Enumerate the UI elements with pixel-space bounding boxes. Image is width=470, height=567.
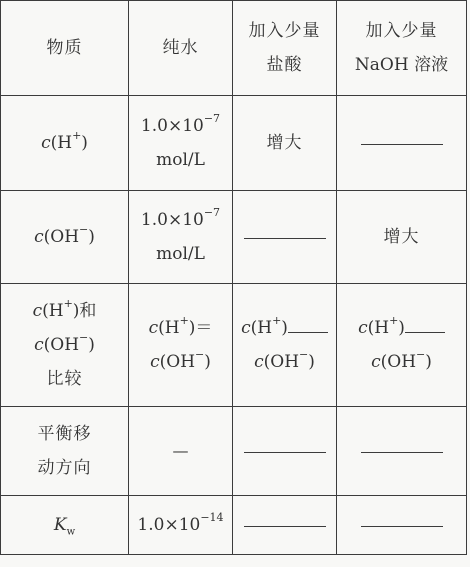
header-add-naoh: 加入少量 NaOH 溶液 — [337, 1, 467, 96]
water-compare: c(H+)＝ c(OH−) — [129, 284, 233, 407]
hcl-kw-blank[interactable] — [233, 496, 337, 555]
hcl-compare: c(H+) c(OH−) — [233, 284, 337, 407]
answer-blank[interactable] — [244, 451, 326, 453]
answer-blank[interactable] — [244, 237, 326, 239]
water-h-concentration: $1.0\times 10^{-7}$ mol/L — [129, 96, 233, 191]
hcl-equilibrium-blank[interactable] — [233, 407, 337, 496]
hcl-oh-concentration-blank[interactable] — [233, 191, 337, 284]
naoh-oh-concentration: 增大 — [337, 191, 467, 284]
row-oh-concentration — [1, 191, 467, 284]
hcl-h-concentration: 增大 — [233, 96, 337, 191]
label-kw: $K_w$ — [1, 496, 129, 555]
header-pure-water: 纯水 — [129, 1, 233, 96]
label-compare: c(H+)和 c(OH−) 比较 — [1, 284, 129, 407]
header-row — [1, 1, 467, 96]
header-add-hcl: 加入少量 盐酸 — [233, 1, 337, 96]
water-kw: $1.0\times 10^{-14}$ — [129, 496, 233, 555]
row-h-concentration — [1, 96, 467, 191]
naoh-equilibrium-blank[interactable] — [337, 407, 467, 496]
naoh-kw-blank[interactable] — [337, 496, 467, 555]
water-oh-concentration: $1.0\times 10^{-7}$ mol/L — [129, 191, 233, 284]
water-equilibrium: — — [129, 407, 233, 496]
row-equilibrium — [1, 407, 467, 496]
label-h-concentration: c(H+) — [1, 96, 129, 191]
naoh-compare: c(H+) c(OH−) — [337, 284, 467, 407]
answer-blank[interactable] — [288, 331, 328, 333]
answer-blank[interactable] — [361, 525, 443, 527]
label-oh-concentration: c(OH−) — [1, 191, 129, 284]
answer-blank[interactable] — [361, 451, 443, 453]
label-equilibrium: 平衡移 动方向 — [1, 407, 129, 496]
answer-blank[interactable] — [244, 525, 326, 527]
answer-blank[interactable] — [361, 143, 443, 145]
row-kw — [1, 496, 467, 555]
answer-blank[interactable] — [405, 331, 445, 333]
header-substance: 物质 — [1, 1, 129, 96]
naoh-h-concentration-blank[interactable] — [337, 96, 467, 191]
row-compare — [1, 284, 467, 407]
